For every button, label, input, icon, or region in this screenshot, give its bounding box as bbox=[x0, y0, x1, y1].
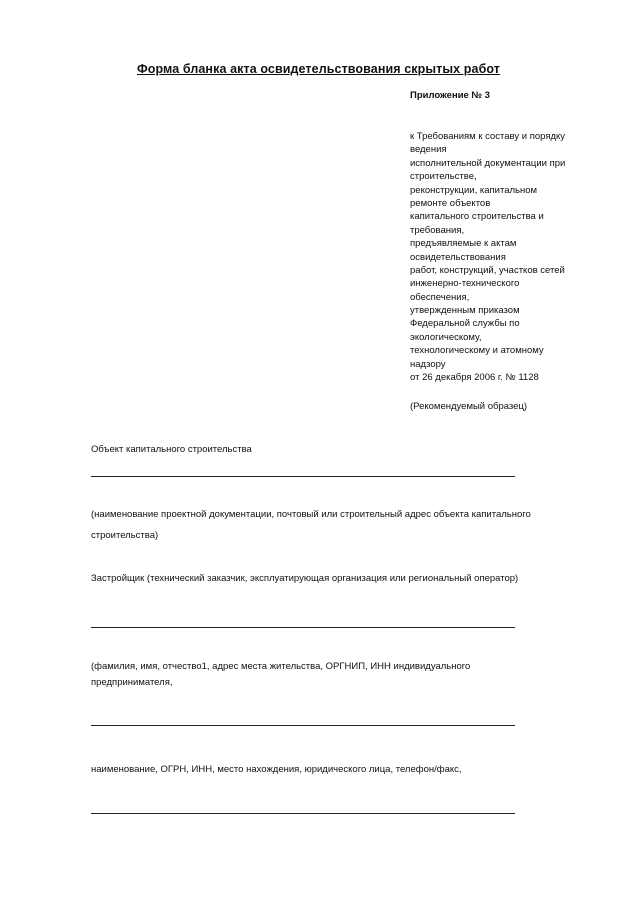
person-hint-line1: (фамилия, имя, отчество1, адрес места жительства, ОРГНИП, ИНН индивидуального bbox=[91, 661, 471, 672]
appendix-line: капитального строительства и bbox=[410, 211, 544, 223]
developer-fill-line bbox=[91, 627, 515, 628]
appendix-line: строительстве, bbox=[410, 171, 477, 183]
appendix-line: ремонте объектов bbox=[410, 197, 491, 209]
appendix-line: инженерно-технического bbox=[410, 278, 520, 290]
appendix-line: от 26 декабря 2006 г. № 1128 bbox=[410, 372, 539, 384]
appendix-line: освидетельствования bbox=[410, 251, 506, 263]
appendix-line: реконструкции, капитальном bbox=[410, 184, 538, 196]
org-hint: наименование, ОГРН, ИНН, место нахождения, юридического лица, телефон/факс, bbox=[91, 764, 462, 775]
org-fill-line bbox=[91, 813, 515, 814]
appendix-line: обеспечения, bbox=[410, 291, 470, 303]
appendix-line: экологическому, bbox=[410, 331, 482, 343]
appendix-line: надзору bbox=[410, 358, 446, 370]
appendix-line: предъявляемые к актам bbox=[410, 238, 517, 250]
appendix-line: к Требованиям к составу и порядку bbox=[410, 131, 566, 142]
appendix-line: работ, конструкций, участков сетей bbox=[410, 264, 565, 276]
object-fill-line bbox=[91, 476, 515, 477]
developer-label: Застройщик (технический заказчик, эксплуатирующая организация или региональный оператор) bbox=[91, 573, 519, 584]
appendix-line: Федеральной службы по bbox=[410, 318, 520, 330]
appendix-reference bbox=[410, 130, 565, 384]
appendix-line: требования, bbox=[410, 224, 465, 236]
sample-note: (Рекомендуемый образец) bbox=[410, 401, 528, 412]
appendix-line: технологическому и атомному bbox=[410, 345, 544, 357]
document-title: Форма бланка акта освидетельствования скрытых работ bbox=[136, 62, 501, 76]
appendix-line: ведения bbox=[410, 144, 447, 156]
person-hint-line2: предпринимателя, bbox=[91, 677, 173, 688]
appendix-line: исполнительной документации при bbox=[410, 157, 566, 169]
appendix-line: утвержденным приказом bbox=[410, 305, 520, 317]
object-hint-line1: (наименование проектной документации, почтовый или строительный адрес объекта капитального bbox=[91, 509, 531, 520]
object-hint-line2: строительства) bbox=[91, 530, 159, 541]
appendix-number: Приложение № 3 bbox=[410, 90, 490, 101]
object-label: Объект капитального строительства bbox=[91, 444, 252, 455]
person-fill-line bbox=[91, 725, 515, 726]
